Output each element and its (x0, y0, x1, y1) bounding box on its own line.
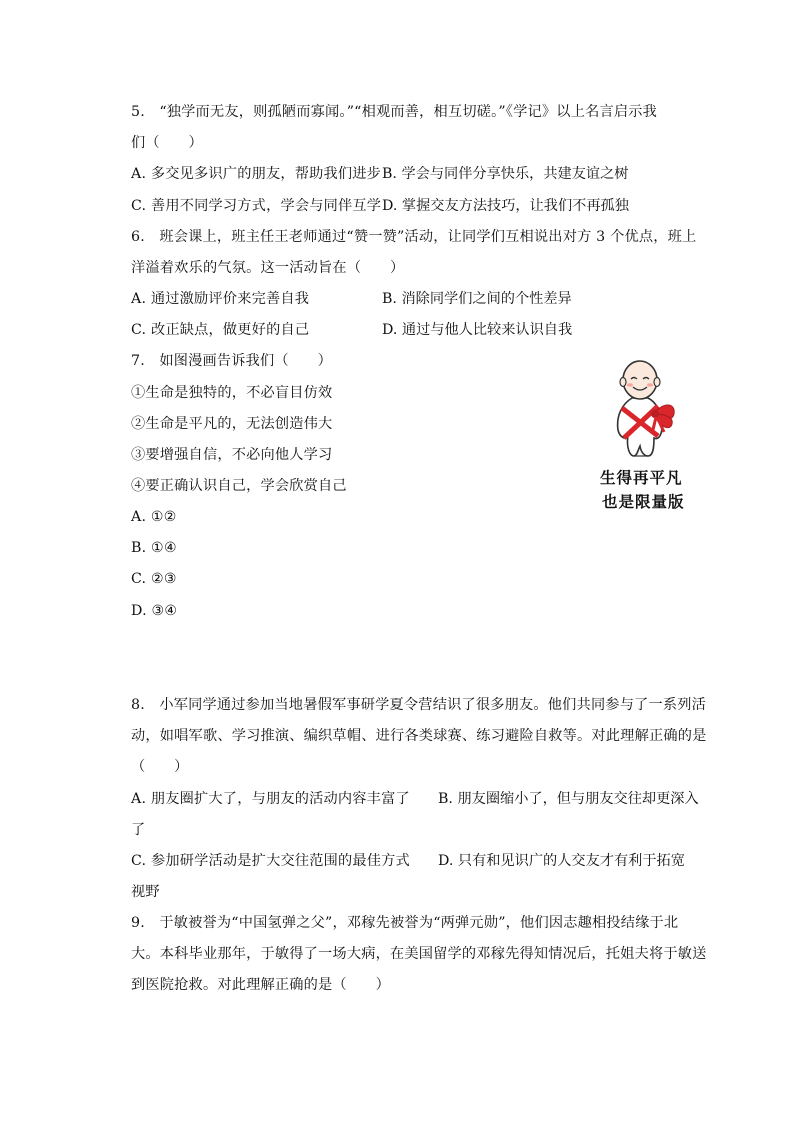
q7-item-2: ②生命是平凡的，无法创造伟大 (131, 416, 333, 432)
q7-stem: 7. 如图漫画告诉我们（ ） (131, 353, 332, 369)
q8-option-d-line1: D. 只有和见识广的人交友才有利于拓宽 (438, 853, 685, 869)
q6-stem-line1: 6. 班会课上，班主任王老师通过“赞一赞”活动，让同学们互相说出对方 3 个优点，班上 (131, 229, 697, 245)
q5-option-c: C. 善用不同学习方式，学会与同伴互学 (131, 198, 382, 214)
q5-option-a: A. 多交见多识广的朋友，帮助我们进步 (131, 166, 382, 182)
q5-option-d: D. 掌握交友方法技巧，让我们不再孤独 (382, 198, 629, 214)
q6-option-d: D. 通过与他人比较来认识自我 (382, 322, 573, 338)
q9-stem-line3: 到医院抢救。对此理解正确的是（ ） (131, 977, 390, 993)
q9-stem-line2: 大。本科毕业那年，于敏得了一场大病，在美国留学的邓稼先得知情况后，托姐夫将于敏送 (131, 946, 707, 962)
q7-option-b: B. ①④ (131, 540, 177, 556)
q7-option-c: C. ②③ (131, 571, 177, 587)
q6-stem-line2: 洋溢着欢乐的气氛。这一活动旨在（ ） (131, 260, 405, 276)
q8-option-d-line2: 视野 (131, 884, 160, 900)
q6-option-b: B. 消除同学们之间的个性差异 (382, 291, 572, 307)
q7-item-1: ①生命是独特的，不必盲目仿效 (131, 385, 333, 401)
q6-option-c: C. 改正缺点，做更好的自己 (131, 322, 310, 338)
q8-option-b-line1: B. 朋友圈缩小了，但与朋友交往却更深入 (438, 791, 699, 807)
q6-option-a: A. 通过激励评价来完善自我 (131, 291, 310, 307)
q7-item-4: ④要正确认识自己，学会欣赏自己 (131, 478, 347, 494)
q7-option-a: A. ①② (131, 509, 177, 525)
q5-option-b: B. 学会与同伴分享快乐，共建友谊之树 (382, 166, 629, 182)
q8-option-a: A. 朋友圈扩大了，与朋友的活动内容丰富了 (131, 791, 410, 807)
q7-item-3: ③要增强自信，不必向他人学习 (131, 447, 333, 463)
q8-stem-line2: 动，如唱军歌、学习推演、编织草帽、进行各类球赛、练习避险自救等。对此理解正确的是 (131, 728, 707, 744)
q7-option-d: D. ③④ (131, 603, 178, 619)
q5-stem-line2: 们（ ） (131, 135, 203, 151)
q5-stem-line1: 5. “独学而无友，则孤陋而寡闻。”“相观而善，相互切磋。”《学记》以上名言启示我 (131, 104, 658, 120)
q8-option-b-line2: 了 (131, 822, 146, 838)
cartoon-caption-line2: 也是限量版 (602, 493, 685, 511)
q8-stem-line3: （ ） (131, 759, 189, 775)
q8-stem-line1: 8. 小军同学通过参加当地暑假军事研学夏令营结识了很多朋友。他们共同参与了一系列活 (131, 697, 707, 713)
q9-stem-line1: 9. 于敏被誉为“中国氢弹之父”，邓稼先被誉为“两弹元勋”，他们因志趣相投结缘于北 (131, 915, 679, 931)
q8-option-c: C. 参加研学活动是扩大交往范围的最佳方式 (131, 853, 410, 869)
cartoon-caption-line1: 生得再平凡 (600, 469, 683, 487)
